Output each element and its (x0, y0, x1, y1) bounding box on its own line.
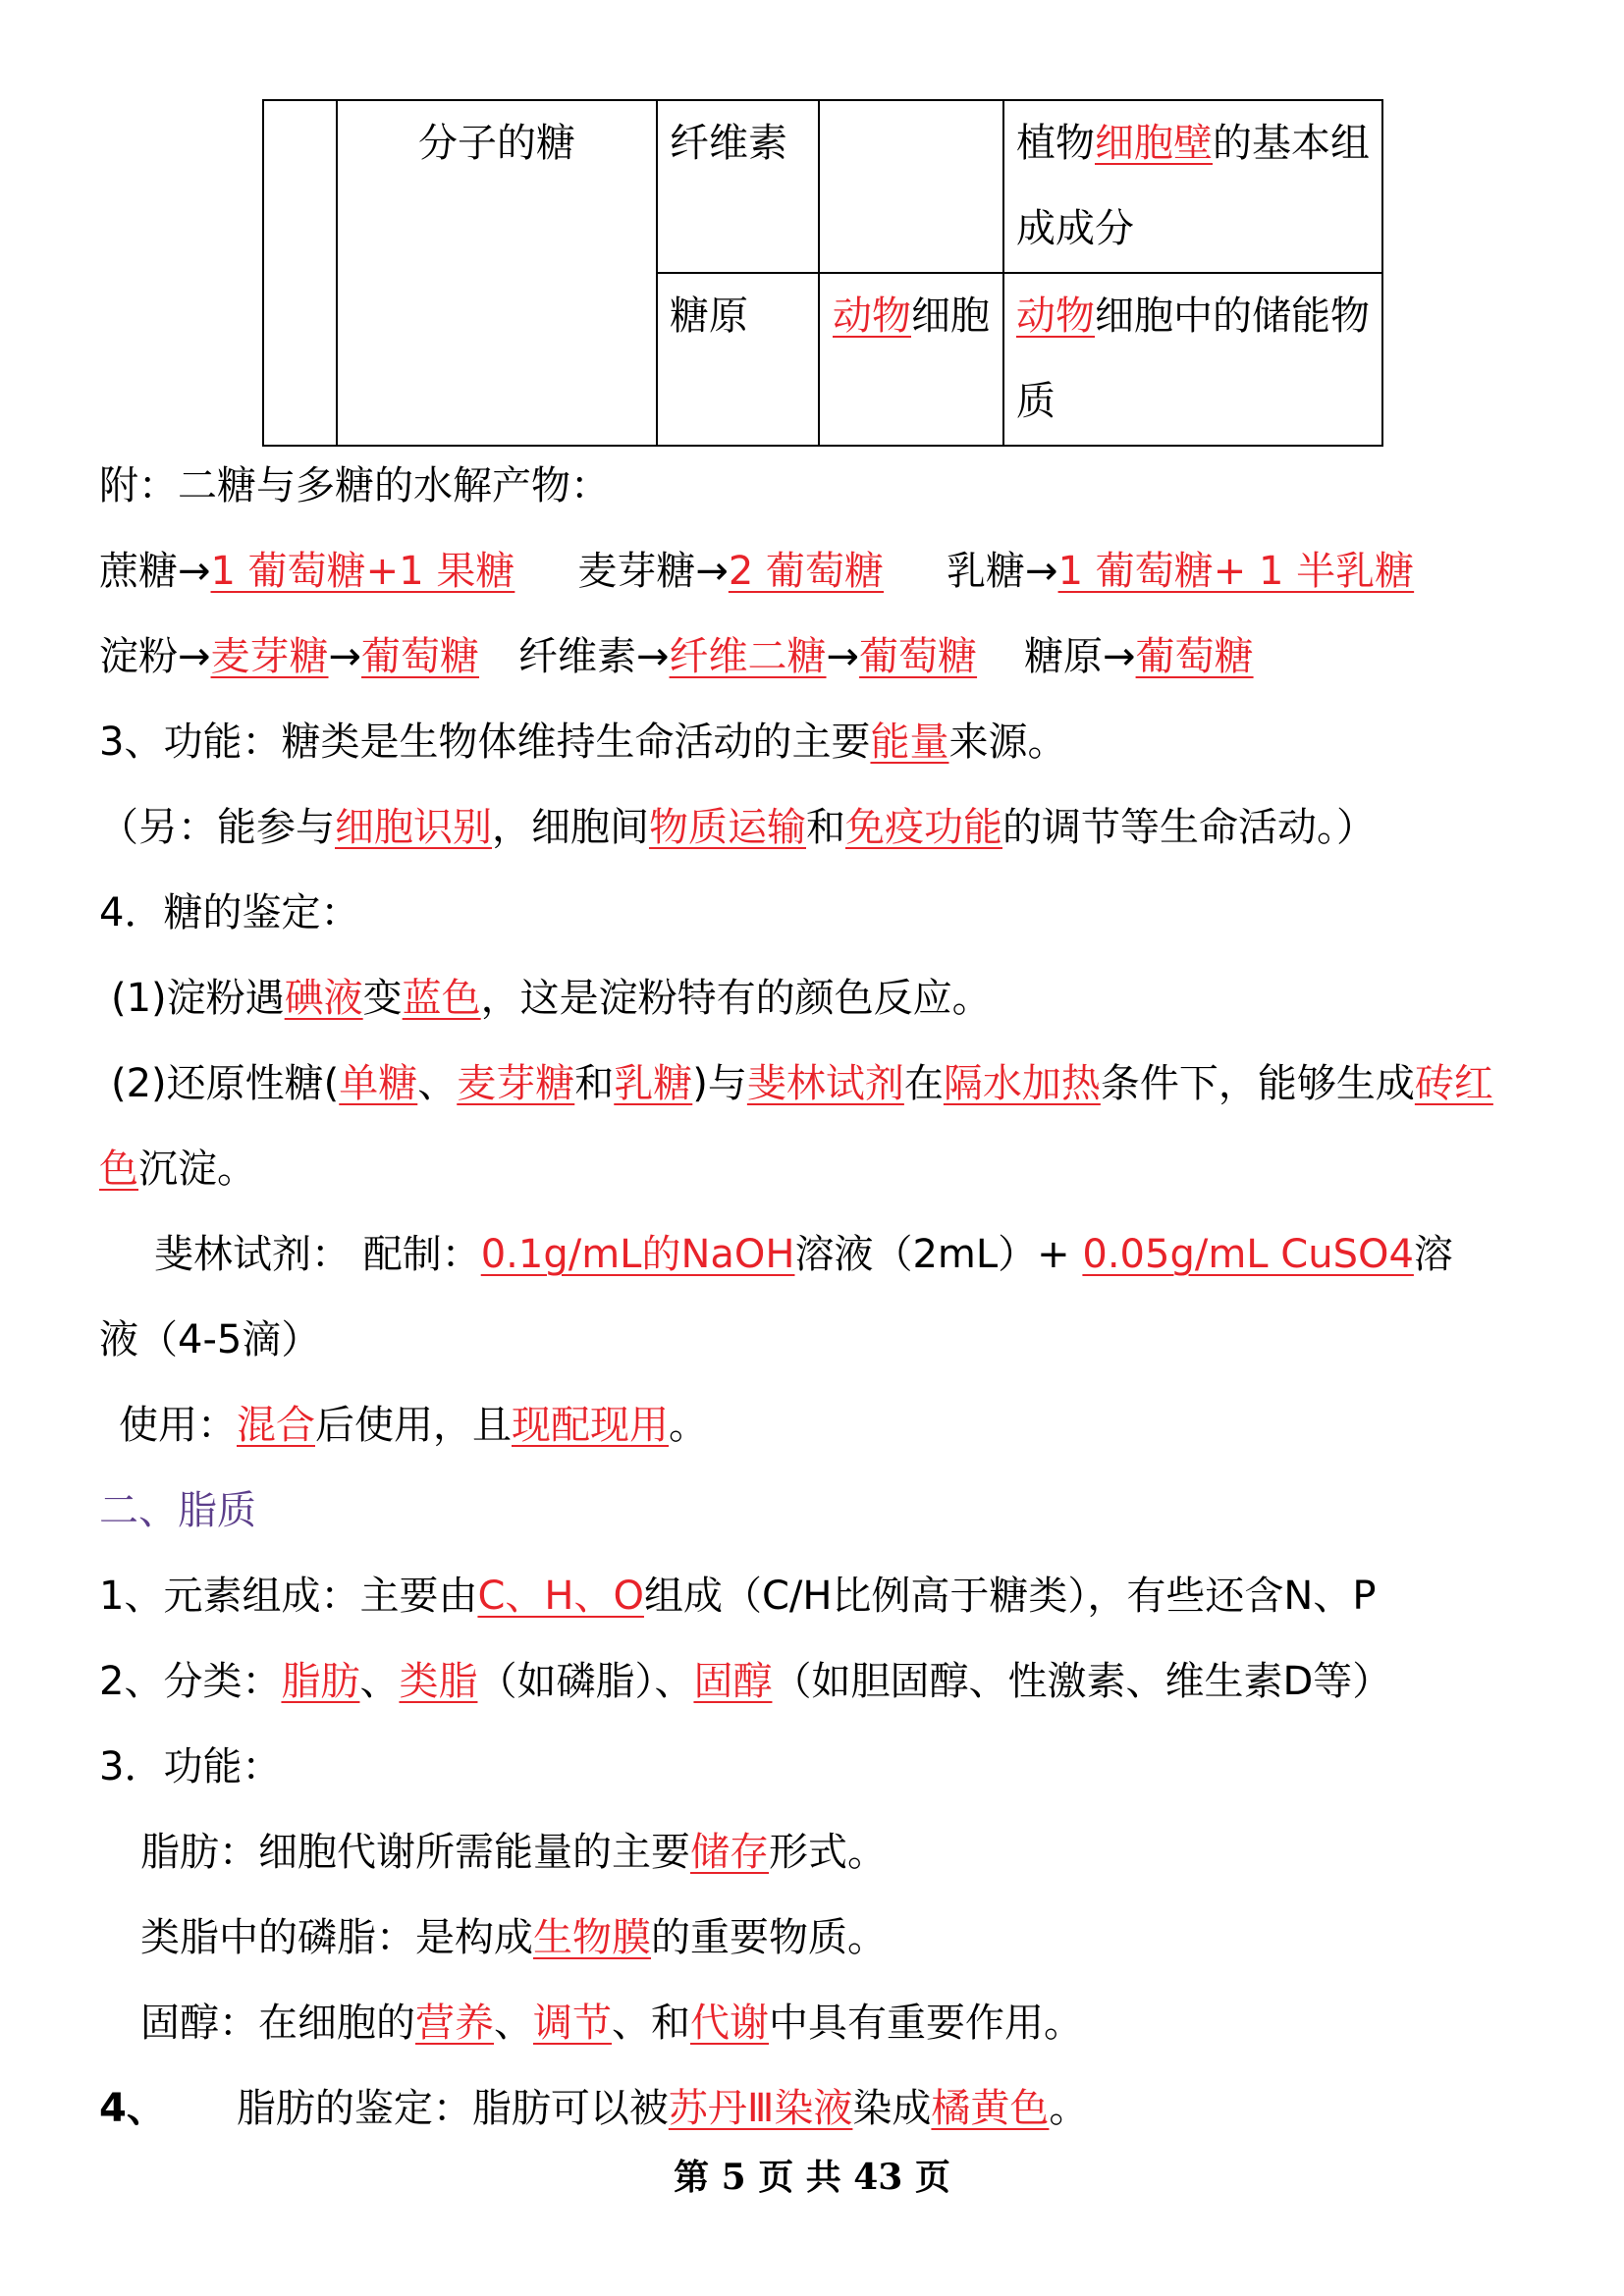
polysaccharide-hydrolysis-line: 淀粉→麦芽糖→葡萄糖 纤维素→纤维二糖→葡萄糖 糖原→葡萄糖 (99, 634, 1254, 679)
page-footer: 第 5 页 共 43 页 (674, 2157, 950, 2198)
lipid-classification-line: 2、分类：脂肪、类脂（如磷脂）、固醇（如胆固醇、性激素、维生素D等） (99, 1659, 1392, 1704)
table-cell-glycogen: 糖原 (657, 273, 819, 446)
fat-identification-line: 4、 脂肪的鉴定：脂肪可以被苏丹Ⅲ染液染成橘黄色。 (99, 2086, 1089, 2131)
disaccharide-hydrolysis-line: 蔗糖→1 葡萄糖+1 果糖 麦芽糖→2 葡萄糖 乳糖→1 葡萄糖+ 1 半乳糖 (99, 549, 1415, 594)
hydrolysis-heading: 附：二糖与多糖的水解产物： (99, 463, 610, 508)
lipid-section-heading: 二、脂质 (99, 1488, 256, 1533)
table-cell-glycogen-location: 动物细胞 (819, 273, 1003, 446)
fehling-usage-line: 使用：混合后使用，且现配现用。 (119, 1403, 708, 1448)
sterol-function-line: 固醇：在细胞的营养、调节、和代谢中具有重要作用。 (140, 2001, 1083, 2046)
sugar-identification-heading: 4．糖的鉴定： (99, 890, 360, 935)
fehling-preparation-line: 斐林试剂： 配制：0.1g/mL的NaOH溶液（2mL）+ 0.05g/mL CuSO4溶 (154, 1232, 1453, 1277)
phospholipid-function-line: 类脂中的磷脂：是构成生物膜的重要物质。 (140, 1915, 887, 1960)
lipid-elements-line: 1、元素组成：主要由C、H、O组成（C/H比例高于糖类），有些还含N、P (99, 1574, 1377, 1619)
table-cell-cellulose-function: 植物细胞壁的基本组成成分 (1003, 100, 1382, 273)
sugar-table (262, 99, 1383, 447)
table-cell-category: 分子的糖 (337, 100, 657, 446)
lipid-function-heading: 3．功能： (99, 1744, 282, 1789)
fat-function-line: 脂肪：细胞代谢所需能量的主要储存形式。 (140, 1830, 887, 1875)
reducing-sugar-test-line: (2)还原性糖(单糖、麦芽糖和乳糖)与斐林试剂在隔水加热条件下，能够生成砖红 (111, 1061, 1493, 1106)
table-cell-empty (263, 100, 337, 446)
starch-test-line: (1)淀粉遇碘液变蓝色，这是淀粉特有的颜色反应。 (111, 976, 992, 1021)
table-cell-cellulose-location (819, 100, 1003, 273)
sugar-function-extra-line: （另：能参与细胞识别，细胞间物质运输和免疫功能的调节等生命活动。） (99, 805, 1376, 850)
sugar-function-line: 3、功能：糖类是生物体维持生命活动的主要能量来源。 (99, 720, 1067, 765)
fehling-preparation-line-cont: 液（4-5滴） (99, 1317, 321, 1362)
table-cell-glycogen-function: 动物细胞中的储能物质 (1003, 273, 1382, 446)
reducing-sugar-test-line-cont: 色沉淀。 (99, 1147, 256, 1192)
table-cell-cellulose: 纤维素 (657, 100, 819, 273)
